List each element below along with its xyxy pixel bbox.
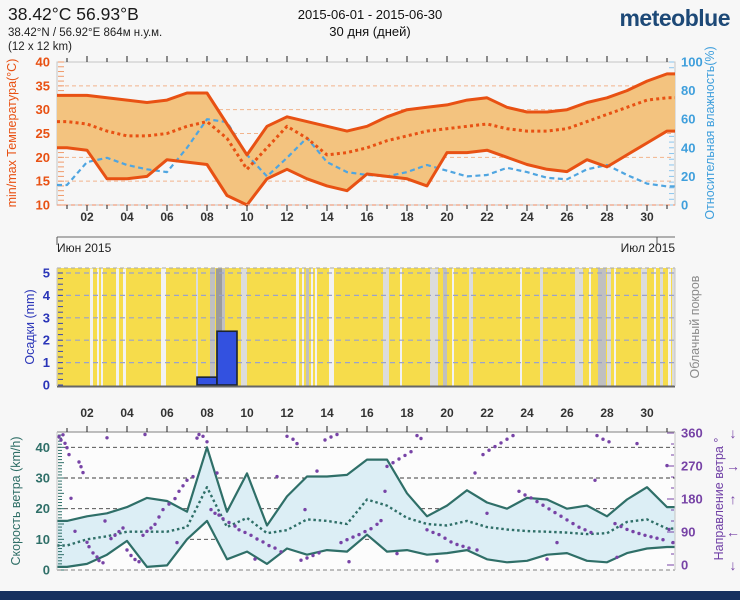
- location-title: 38.42°С 56.93°В: [8, 4, 139, 24]
- svg-text:3: 3: [42, 310, 50, 326]
- cloud-stripe: [296, 269, 299, 386]
- svg-text:15: 15: [35, 173, 50, 189]
- cloud-stripe: [90, 269, 93, 386]
- svg-text:0: 0: [42, 377, 50, 393]
- model-resolution: (12 x 12 km): [8, 41, 72, 53]
- svg-text:10: 10: [35, 197, 50, 213]
- svg-text:22: 22: [480, 210, 494, 224]
- location-coordinates: 38.42°N / 56.92°E 864м н.у.м.: [8, 27, 163, 39]
- precipitation-bar: [197, 377, 217, 385]
- cloud-stripe: [97, 269, 99, 386]
- svg-text:22: 22: [480, 406, 494, 420]
- cloud-stripe: [383, 269, 389, 386]
- month-timeline: [57, 237, 675, 255]
- svg-text:04: 04: [120, 406, 134, 420]
- cloud-stripe: [210, 269, 215, 386]
- svg-text:20: 20: [440, 406, 454, 420]
- svg-text:10: 10: [240, 210, 254, 224]
- cloud-stripe: [660, 269, 663, 386]
- cloud-stripe: [607, 269, 611, 386]
- svg-text:12: 12: [280, 210, 294, 224]
- svg-text:02: 02: [80, 406, 94, 420]
- winddirection-axis-label: Направление ветра °: [712, 437, 726, 561]
- cloud-stripe: [329, 269, 334, 386]
- svg-text:4: 4: [42, 287, 50, 303]
- svg-text:24: 24: [520, 406, 534, 420]
- cloud-stripe: [306, 269, 309, 386]
- svg-text:60: 60: [681, 111, 696, 127]
- precipitation-chart: [43, 266, 675, 393]
- svg-text:26: 26: [560, 210, 574, 224]
- svg-text:25: 25: [35, 126, 50, 141]
- temperature-axis-label: min/max Температура(°C): [5, 58, 19, 208]
- temperature-humidity-chart: [36, 55, 703, 213]
- cloud-stripe: [668, 269, 671, 386]
- svg-text:18: 18: [400, 406, 414, 420]
- cloud-stripe: [161, 269, 166, 386]
- svg-text:360: 360: [681, 425, 703, 441]
- cloud-stripe: [101, 269, 103, 386]
- svg-text:0: 0: [42, 562, 50, 578]
- humidity-axis-label: Относительная влажность(%): [703, 46, 717, 220]
- direction-arrow-icon: →: [726, 458, 740, 474]
- cloud-stripe: [315, 269, 317, 386]
- direction-arrow-icon: ↓: [729, 425, 737, 441]
- wind-chart: [36, 425, 740, 578]
- svg-text:30: 30: [640, 210, 654, 224]
- cloud-stripe: [520, 269, 522, 386]
- svg-text:Июн 2015: Июн 2015: [57, 241, 112, 255]
- cloud-stripe: [614, 269, 616, 386]
- direction-arrow-icon: ↑: [729, 491, 737, 507]
- cloud-stripe: [443, 269, 447, 386]
- cloud-stripe: [123, 269, 126, 386]
- cloud-stripe: [430, 269, 438, 386]
- svg-text:26: 26: [560, 406, 574, 420]
- svg-text:40: 40: [681, 140, 696, 156]
- cloud-stripe: [589, 269, 591, 386]
- svg-text:08: 08: [200, 406, 214, 420]
- cloud-stripe: [469, 269, 473, 386]
- windspeed-axis-label: Скорость ветра (km/h): [9, 436, 23, 566]
- footer-bar: [0, 591, 740, 600]
- svg-text:90: 90: [681, 524, 696, 540]
- svg-text:20: 20: [35, 501, 50, 517]
- direction-arrow-icon: ←: [726, 524, 740, 540]
- svg-text:12: 12: [280, 406, 294, 420]
- svg-text:20: 20: [681, 168, 696, 184]
- svg-text:14: 14: [320, 210, 334, 224]
- svg-text:5: 5: [42, 265, 50, 281]
- cloud-stripe: [311, 269, 313, 386]
- cloud-stripe: [452, 269, 454, 386]
- svg-text:06: 06: [160, 406, 174, 420]
- svg-text:100: 100: [681, 54, 703, 70]
- svg-text:80: 80: [681, 83, 696, 99]
- svg-text:16: 16: [360, 406, 374, 420]
- svg-text:02: 02: [80, 210, 94, 224]
- svg-text:2: 2: [42, 332, 50, 348]
- svg-text:28: 28: [600, 210, 614, 224]
- svg-text:16: 16: [360, 210, 374, 224]
- meteoblue-logo[interactable]: meteoblue: [619, 5, 730, 31]
- svg-text:18: 18: [400, 210, 414, 224]
- date-range: 2015-06-01 - 2015-06-30: [297, 7, 443, 22]
- cloudcover-axis-label: Облачный покров: [688, 275, 702, 379]
- svg-text:20: 20: [440, 210, 454, 224]
- svg-text:04: 04: [120, 210, 134, 224]
- svg-text:40: 40: [35, 54, 50, 70]
- day-axis-bottom: [80, 406, 654, 420]
- precipitation-bar: [217, 331, 237, 385]
- svg-text:35: 35: [35, 78, 50, 94]
- svg-text:0: 0: [681, 197, 689, 213]
- cloud-stripe: [598, 269, 606, 386]
- svg-text:30: 30: [640, 406, 654, 420]
- cloud-stripe: [116, 269, 119, 386]
- cloud-stripe: [196, 269, 198, 386]
- svg-text:30: 30: [35, 102, 50, 118]
- day-count: 30 дня (дней): [329, 24, 411, 39]
- wind-direction-arrows: [726, 425, 740, 573]
- svg-text:10: 10: [240, 406, 254, 420]
- svg-text:20: 20: [35, 149, 50, 165]
- day-axis-top: [80, 210, 654, 224]
- svg-text:08: 08: [200, 210, 214, 224]
- svg-text:28: 28: [600, 406, 614, 420]
- cloud-stripe: [302, 269, 304, 386]
- svg-text:270: 270: [681, 458, 703, 474]
- cloud-stripe: [654, 269, 656, 386]
- cloud-stripe: [400, 269, 402, 386]
- svg-text:180: 180: [681, 491, 703, 507]
- svg-text:10: 10: [35, 531, 50, 547]
- cloud-stripe: [540, 269, 543, 386]
- svg-text:24: 24: [520, 210, 534, 224]
- svg-text:1: 1: [42, 355, 50, 371]
- precipitation-axis-label: Осадки (mm): [23, 289, 37, 365]
- svg-text:Июл 2015: Июл 2015: [620, 241, 675, 255]
- svg-text:30: 30: [35, 470, 50, 486]
- svg-text:40: 40: [35, 439, 50, 455]
- cloud-stripe: [641, 269, 647, 386]
- svg-text:0: 0: [681, 557, 689, 573]
- svg-text:06: 06: [160, 210, 174, 224]
- cloud-stripe: [575, 269, 583, 386]
- direction-arrow-icon: ↓: [729, 557, 737, 573]
- cloud-stripe: [241, 269, 247, 386]
- svg-text:14: 14: [320, 406, 334, 420]
